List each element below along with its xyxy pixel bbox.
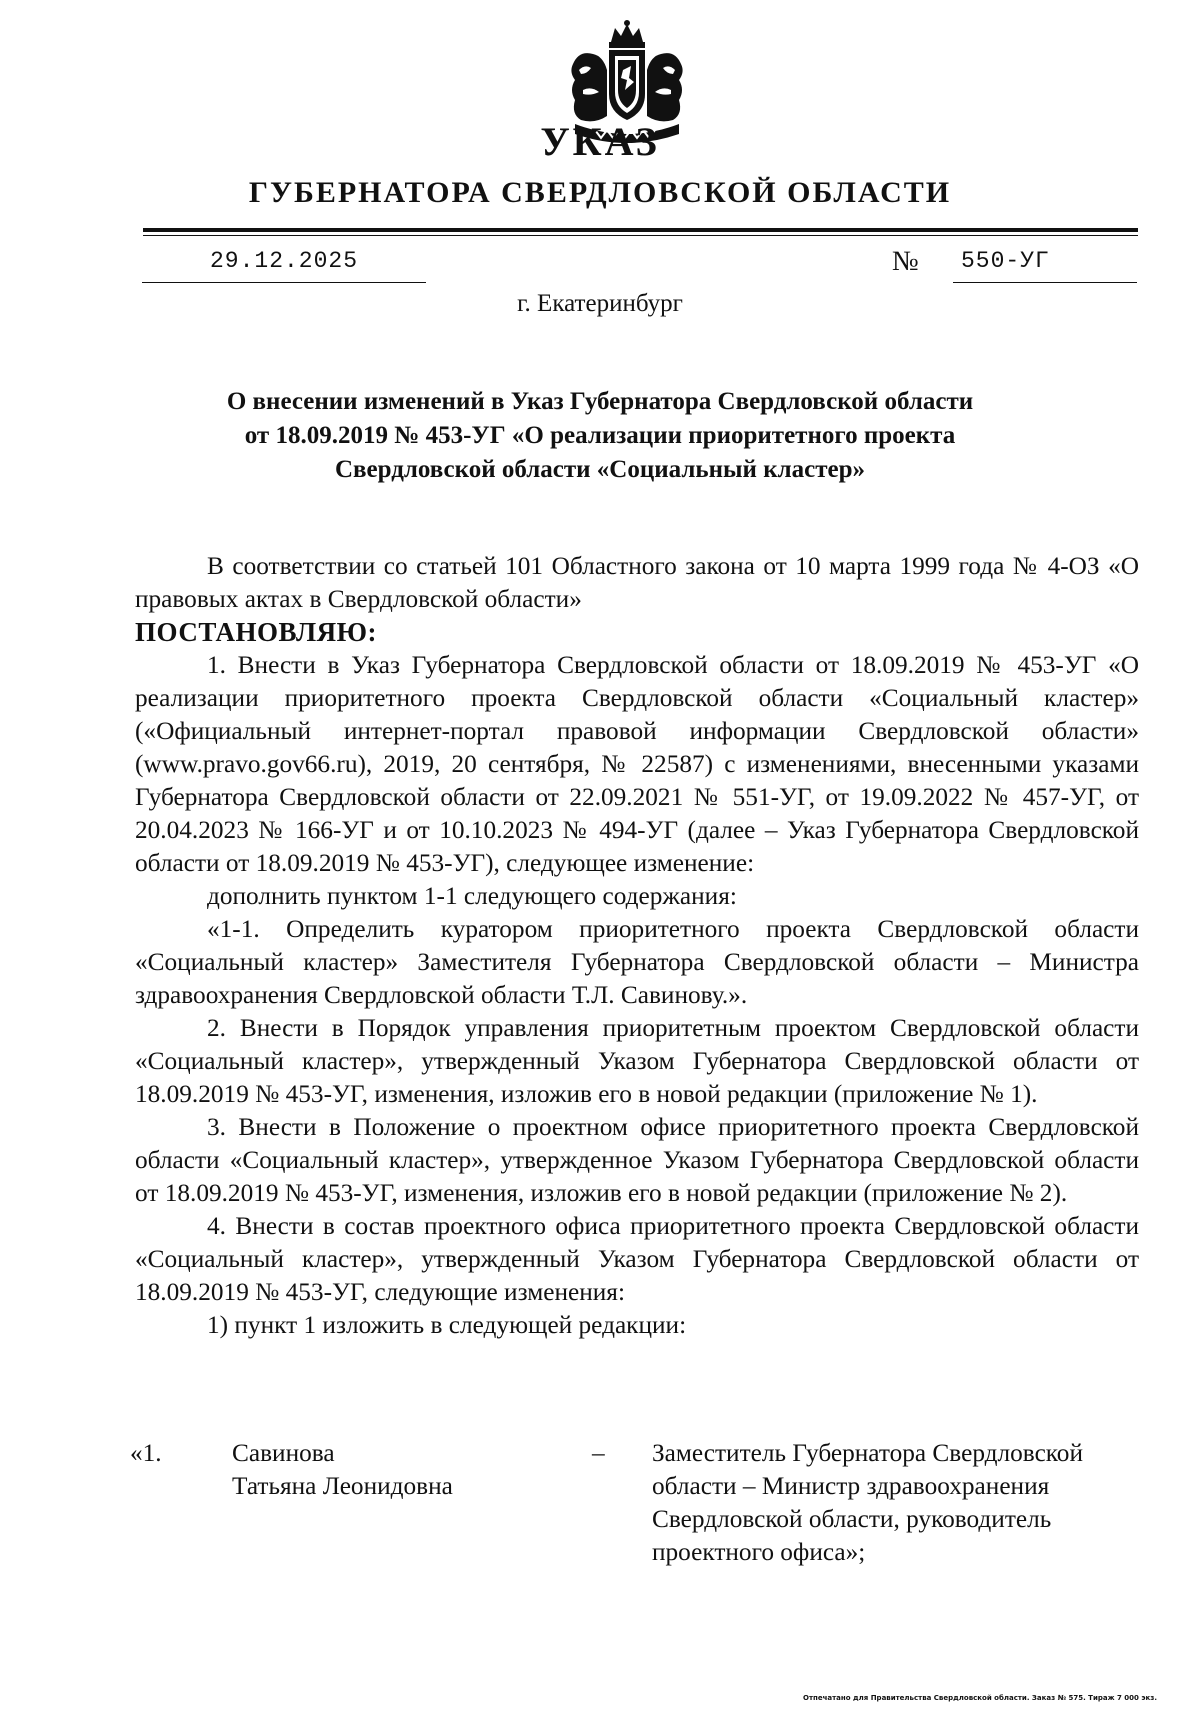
decree-number-value: 550-УГ [961, 248, 1050, 274]
entry-position [652, 1437, 1152, 1569]
heading-line-1: О внесении изменений в Указ Губернатора Свердловской области [226, 388, 974, 415]
entry-person [232, 1437, 572, 1503]
paragraph-1-subitem: дополнить пунктом 1-1 следующего содержания: [207, 882, 737, 910]
document-type-title: УКАЗ [540, 119, 660, 164]
issue-city: г. Екатеринбург [517, 290, 683, 317]
heading-line-2: от 18.09.2019 № 453-УГ «О реализации приоритетного проекта [244, 422, 956, 449]
entry-position-line-1: Заместитель Губернатора Свердловской [652, 1439, 1083, 1467]
print-footer-note: Отпечатано для Правительства Свердловской области. Заказ № 575. Тираж 7 000 экз. [803, 1694, 1157, 1702]
paragraph-1: 1. Внести в Указ Губернатора Свердловской области от 18.09.2019 № 453-УГ «О реализации приоритетного проекта Свердловской области «Социальный кластер» («Официальный интернет-портал правовой информации Свердловской области» (www.pravo.gov66.ru), 2019, 20 сентября, № 22587) с изменениями, внесенными указами Губернатора Свердловской области от 22.09.2021 № 551-УГ, от 19.09.2022 № 457-УГ, от 20.04.2023 № 166-УГ и от 10.10.2023 № 494-УГ (далее – Указ Губернатора Свердловской области от 18.09.2019 № 453-УГ), следующее изменение: [135, 651, 1139, 877]
entry-number: «1. [130, 1439, 162, 1467]
decree-date: 29.12.2025 [142, 248, 426, 283]
paragraph-1-quote: «1-1. Определить куратором приоритетного проекта Свердловской области «Социальный кластер» Заместителя Губернатора Свердловской области – Министра здравоохранения Свердловской области Т.Л. Савинову.». [135, 915, 1139, 1009]
entry-position-line-4: проектного офиса»; [652, 1538, 866, 1566]
entry-position-line-3: Свердловской области, руководитель [652, 1505, 1052, 1533]
entry-given-names: Татьяна Леонидовна [232, 1472, 453, 1500]
number-sign: № [892, 246, 919, 277]
heading-line-3: Свердловской области «Социальный кластер» [334, 456, 866, 483]
decree-number [953, 248, 1137, 283]
entry-position-line-2: области – Министр здравоохранения [652, 1472, 1050, 1500]
paragraph-2: 2. Внести в Порядок управления приоритетным проектом Свердловской области «Социальный кластер», утвержденный Указом Губернатора Свердловской области от 18.09.2019 № 453-УГ, изменения, изложив его в новой редакции (приложение № 1). [135, 1014, 1139, 1108]
decree-body [135, 550, 1139, 1342]
header-divider-thick [143, 228, 1138, 232]
paragraph-4: 4. Внести в состав проектного офиса приоритетного проекта Свердловской области «Социальный кластер», утвержденный Указом Губернатора Свердловской области от 18.09.2019 № 453-УГ, следующие изменения: [135, 1212, 1139, 1306]
entry-dash: – [592, 1439, 605, 1467]
preamble-paragraph: В соответствии со статьей 101 Областного закона от 10 марта 1999 года № 4-ОЗ «О правовых актах в Свердловской области» [135, 552, 1139, 613]
decree-heading [150, 385, 1050, 487]
paragraph-3: 3. Внести в Положение о проектном офисе приоритетного проекта Свердловской области «Социальный кластер», утвержденное Указом Губернатора Свердловской области от 18.09.2019 № 453-УГ, изменения, изложив его в новой редакции (приложение № 2). [135, 1113, 1139, 1207]
issuer-subtitle: ГУБЕРНАТОРА СВЕРДЛОВСКОЙ ОБЛАСТИ [248, 176, 952, 209]
entry-surname: Савинова [232, 1439, 335, 1467]
header-divider-thin [143, 235, 1138, 236]
decree-keyword: ПОСТАНОВЛЯЮ: [135, 617, 377, 647]
paragraph-4-subitem: 1) пункт 1 изложить в следующей редакции: [207, 1311, 687, 1339]
